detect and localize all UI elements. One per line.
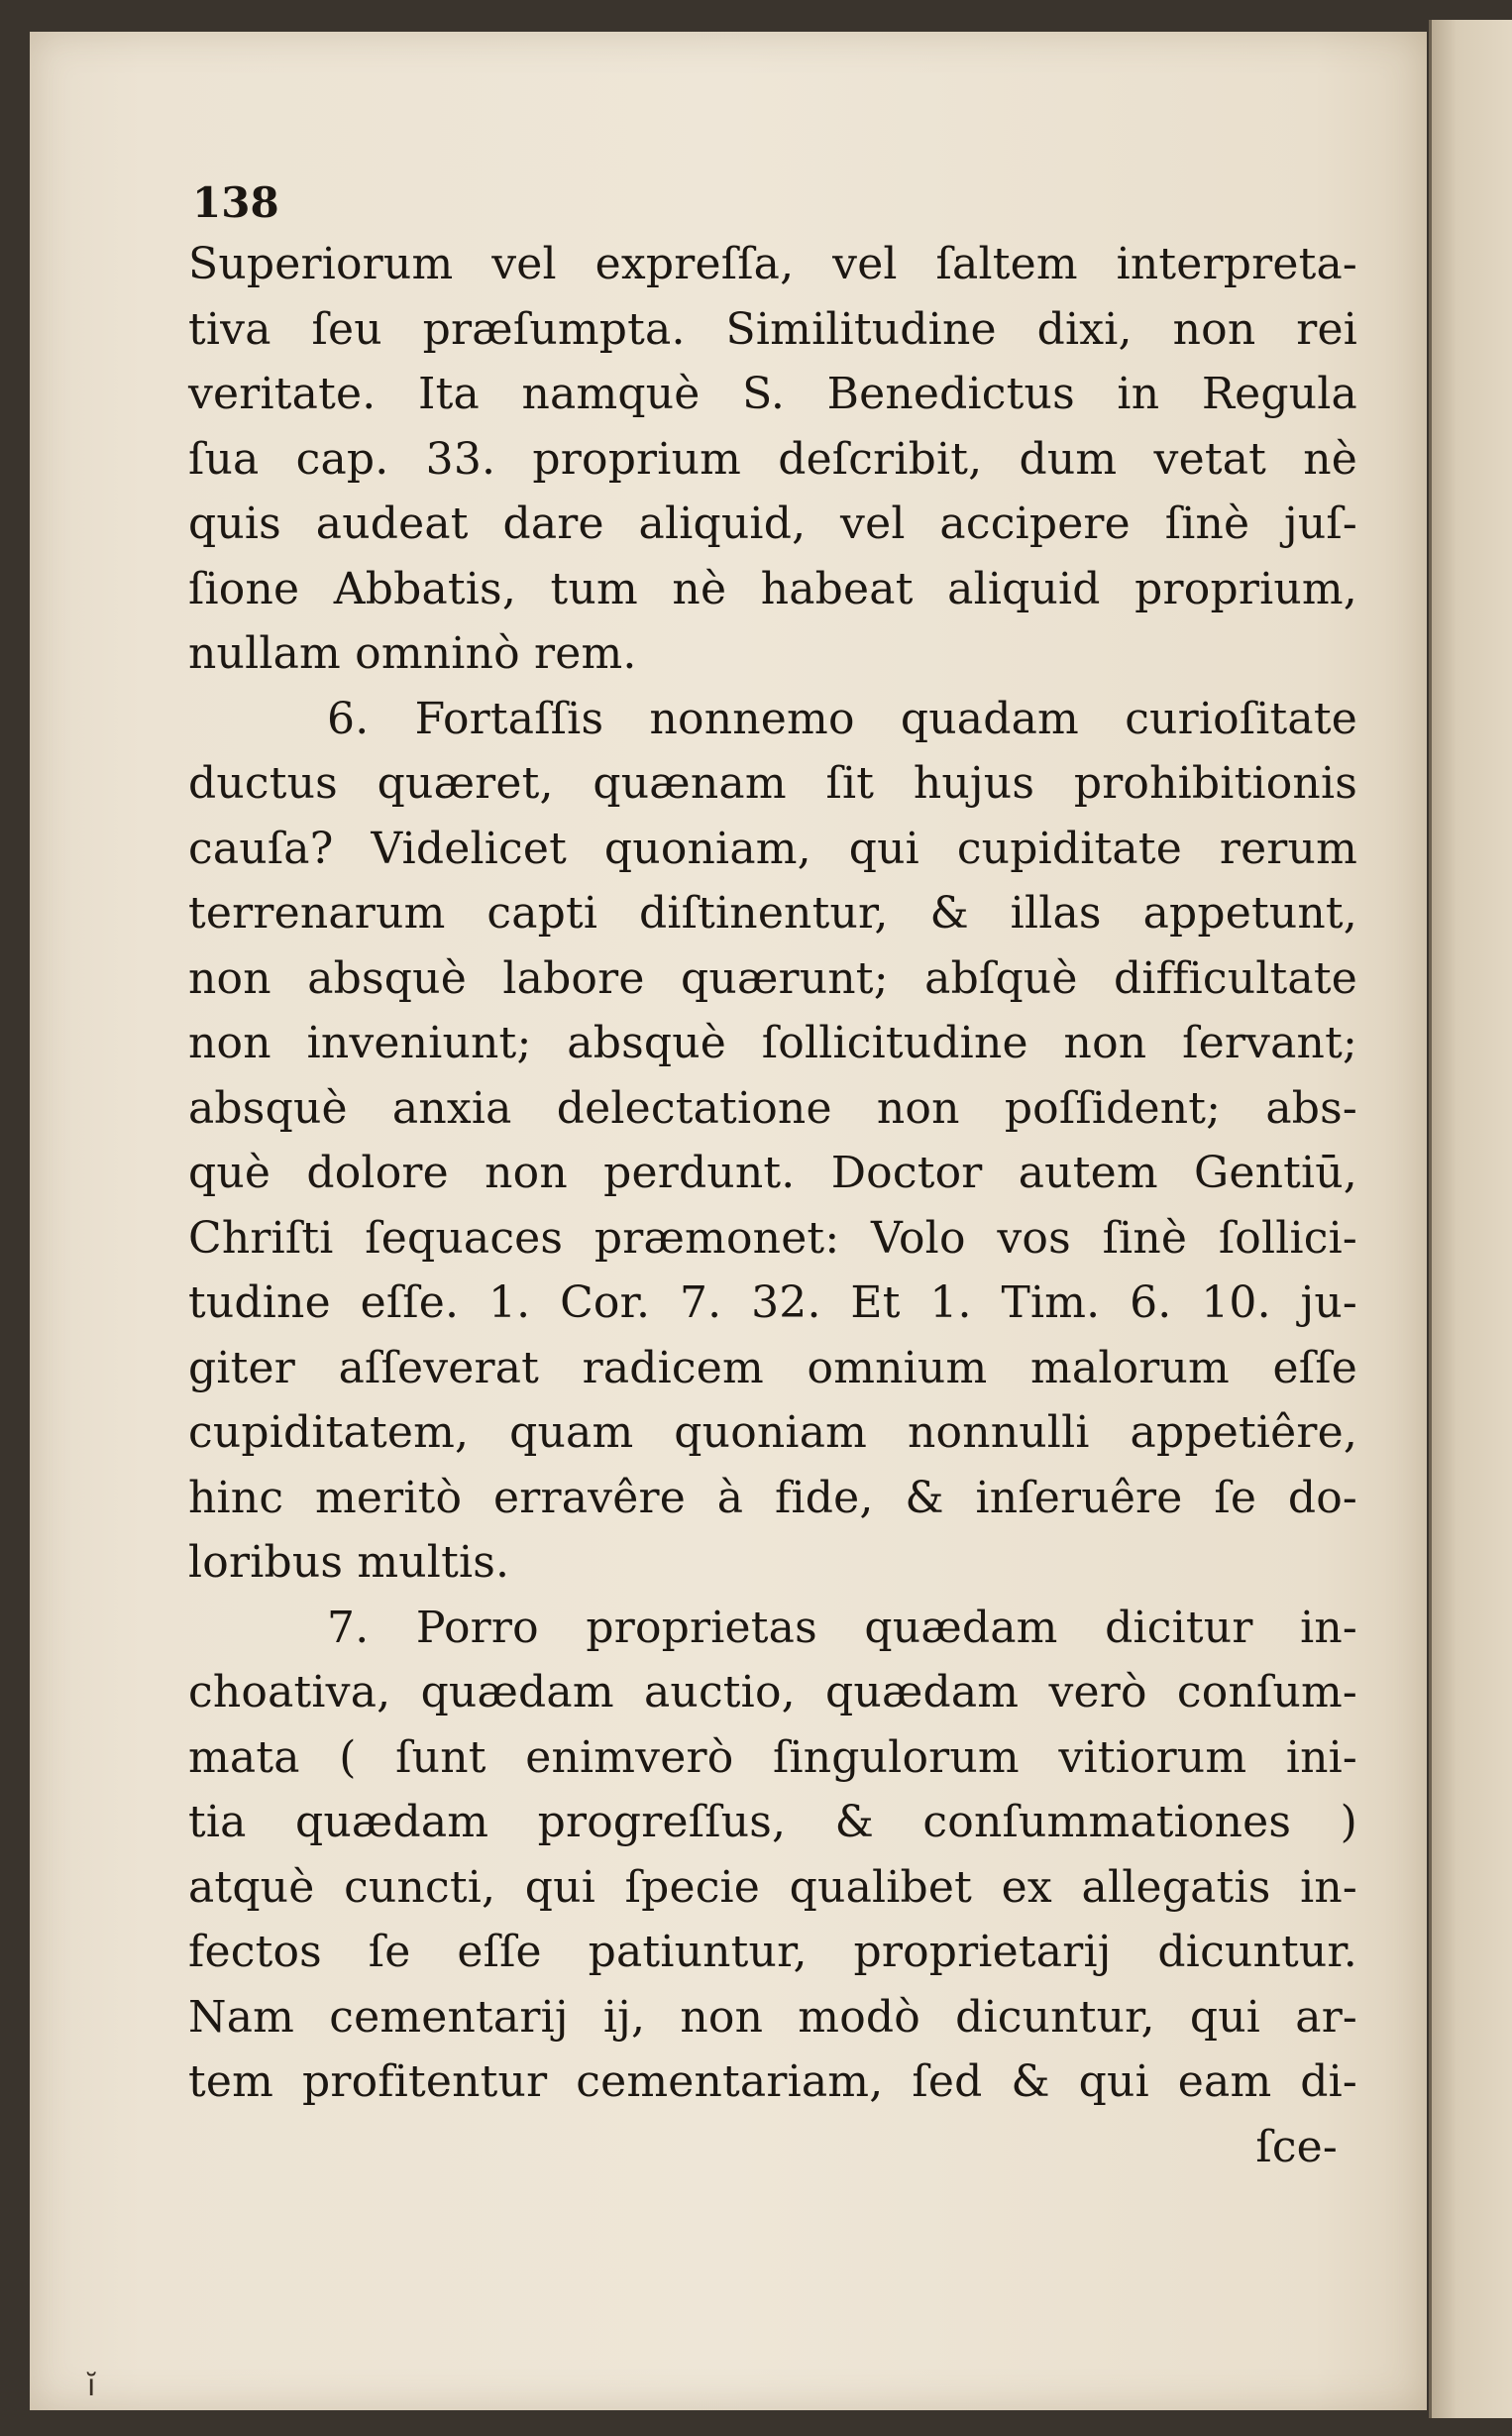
text-line: giter aſſeverat radicem omnium malorum eſſe [188,1342,1357,1393]
paragraph-7-start: 7. Porro proprietas quædam dicitur in- [327,1602,1357,1653]
text-line: ſione Abbatis, tum nè habeat aliquid proprium, [188,563,1357,614]
text-line: tem profitentur cementariam, ſed & qui eam di- [188,2056,1357,2107]
page-text-block [188,178,1357,2179]
text-line: tia quædam progreſſus, & conſummationes ) [188,1797,1357,1847]
text-line: atquè cuncti, qui ſpecie qualibet ex allegatis in- [188,1861,1357,1913]
text-line: hinc meritò erravêre à fide, & inſeruêre ſe do- [188,1472,1357,1523]
page-number: 138 [192,178,279,227]
text-line: terrenarum capti diſtinentur, & illas appetunt, [188,888,1357,939]
text-line: ductus quæret, quænam ſit hujus prohibitionis [188,758,1357,809]
catchword: ſce- [1255,2121,1338,2172]
text-line: què dolore non perdunt. Doctor autem Gentiū, [188,1148,1357,1198]
text-line: Nam cementarij ij, non modò dicuntur, qui ar- [188,1991,1357,2043]
text-line: mata ( ſunt enimverò ſingulorum vitiorum ini- [188,1731,1357,1783]
text-line: loribus multis. [188,1537,510,1588]
text-line: non inveniunt; absquè ſollicitudine non ſervant; [188,1018,1357,1068]
text-line: nullam omninò rem. [188,628,637,679]
adjacent-page-edge [1429,20,1512,2418]
text-line: Chriſti ſequaces præmonet: Volo vos ſinè ſollici- [188,1212,1357,1264]
text-line: cauſa? Videlicet quoniam, qui cupiditate rerum [188,823,1357,874]
text-line: non absquè labore quærunt; abſquè difficultate [188,952,1357,1004]
text-line: absquè anxia delectatione non poſſident; abs- [188,1082,1357,1134]
margin-mark: ĭ [87,2369,96,2403]
text-line: cupiditatem, quam quoniam nonnulli appetiêre, [188,1407,1357,1458]
text-line: tiva ſeu præſumpta. Similitudine dixi, non rei [188,303,1357,355]
text-line: ſua cap. 33. proprium deſcribit, dum vetat nè [188,433,1357,485]
text-line: tudine eſſe. 1. Cor. 7. 32. Et 1. Tim. 6. 10. ju- [188,1277,1357,1328]
text-line: veritate. Ita namquè S. Benedictus in Regula [188,369,1357,419]
text-line: choativa, quædam auctio, quædam verò conſum- [188,1667,1357,1717]
paragraph-6-start: 6. Fortaſſis nonnemo quadam curioſitate [327,693,1357,744]
text-line: Superiorum vel expreſſa, vel ſaltem interpreta- [188,239,1357,289]
text-line: fectos ſe eſſe patiuntur, proprietarij dicuntur. [188,1927,1357,1977]
text-line: quis audeat dare aliquid, vel accipere ſinè juſ- [188,498,1357,549]
